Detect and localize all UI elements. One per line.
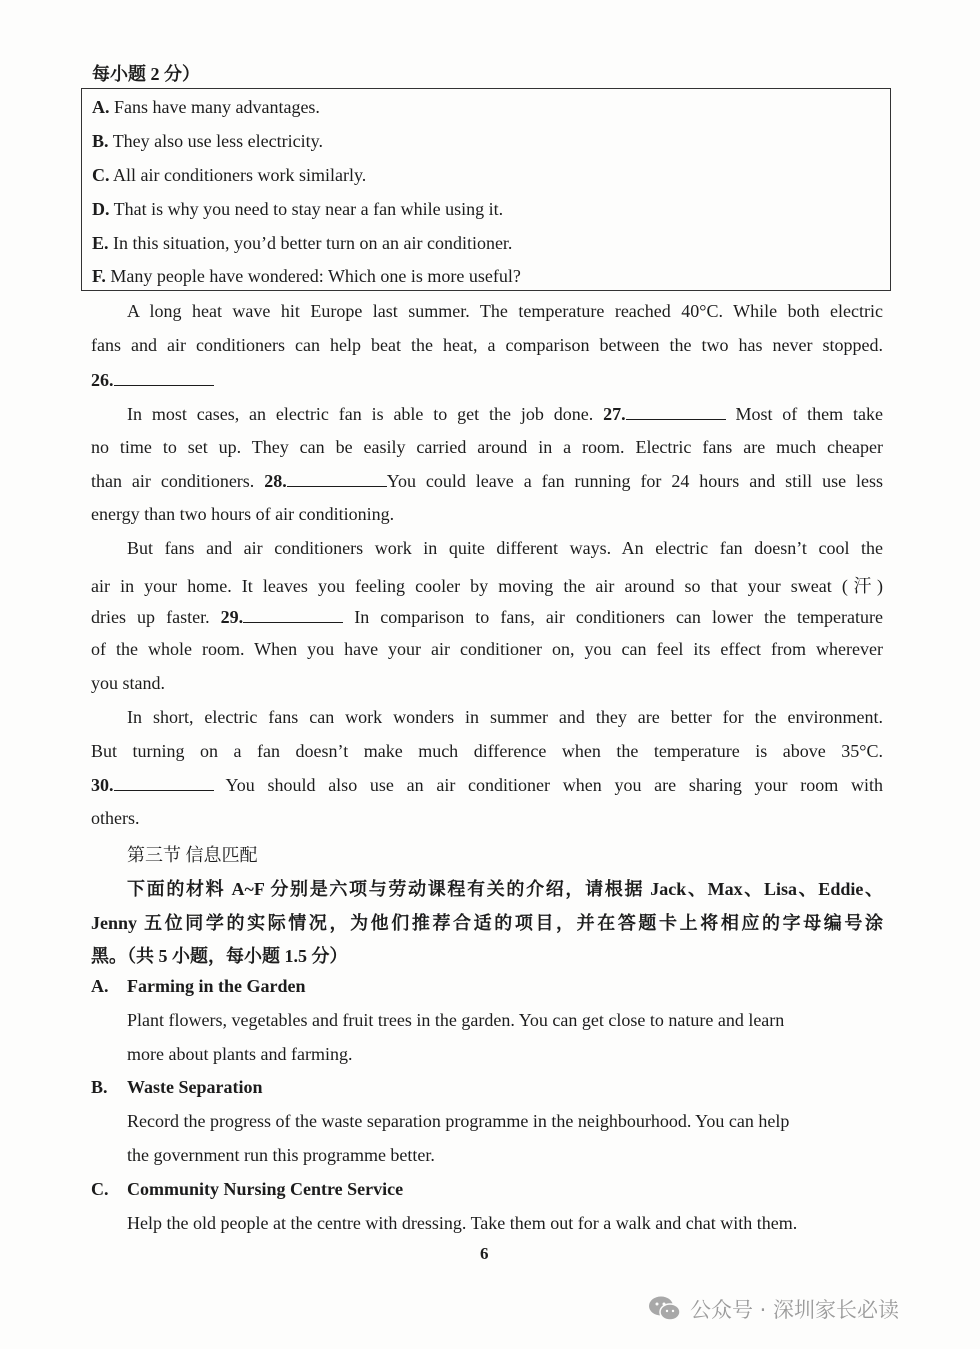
- p3-line3: dries up faster. 29. In comparison to fans, air conditioners can lower the temperature: [91, 607, 884, 627]
- page-number: 6: [480, 1244, 489, 1263]
- p3-line1: But fans and air conditioners work in quite different ways. An electric fan doesn’t cool the: [127, 538, 883, 558]
- item-a-line1: Plant flowers, vegetables and fruit trees in the garden. You can get close to nature and learn: [127, 1010, 785, 1030]
- option-c: C. All air conditioners work similarly.: [92, 165, 367, 185]
- option-b: B. They also use less electricity.: [92, 131, 323, 151]
- q29-number: 29.: [220, 607, 244, 627]
- p3-line4: of the whole room. When you have your air conditioner on, you can feel its effect from wherever: [91, 639, 883, 659]
- item-c-title: C. Community Nursing Centre Service: [91, 1179, 404, 1199]
- p2-line3: than air conditioners. 28. You could leave a fan running for 24 hours and still use less: [91, 471, 883, 491]
- p3-line5: you stand.: [91, 673, 165, 693]
- q28-blank[interactable]: [287, 470, 387, 487]
- p3-line2: air in your home. It leaves you feeling cooler by moving the air around so that your sweat (汗): [91, 576, 883, 596]
- p4-line4: others.: [91, 808, 140, 828]
- p4-line3: 30. You should also use an air conditioner when you are sharing your room with: [91, 775, 883, 795]
- watermark-text: 公众号 · 深圳家长必读: [690, 1298, 900, 1322]
- item-b-title: B. Waste Separation: [91, 1077, 263, 1097]
- p2-line2: no time to set up. They can be easily carried around in a room. Electric fans are much cheaper: [91, 437, 883, 457]
- q26-number: 26.: [91, 370, 114, 390]
- q30-number: 30.: [91, 775, 114, 795]
- option-a: A. Fans have many advantages.: [92, 97, 320, 117]
- q26-line: [91, 369, 883, 391]
- item-b-line1: Record the progress of the waste separation programme in the neighbourhood. You can help: [127, 1111, 790, 1131]
- section-header: 每小题 2 分）: [92, 64, 200, 84]
- section3-instructions-line2: Jenny 五位同学的实际情况，为他们推荐合适的项目，并在答题卡上将相应的字母编号涂: [91, 913, 883, 933]
- q26-blank[interactable]: [114, 369, 214, 386]
- p4-line1: In short, electric fans can work wonders in summer and they are better for the environment.: [127, 707, 883, 727]
- item-a-title: A. Farming in the Garden: [91, 976, 306, 996]
- p1-line1: A long heat wave hit Europe last summer. The temperature reached 40°C. While both electric: [127, 301, 883, 321]
- p2-line1: In most cases, an electric fan is able to get the job done. 27. Most of them take: [127, 404, 883, 424]
- section3-title: 第三节 信息匹配: [127, 845, 258, 865]
- section3-instructions-line1: 下面的材料 A~F 分别是六项与劳动课程有关的介绍，请根据 Jack、Max、Lisa、Eddie、: [127, 879, 883, 899]
- wechat-icon: [648, 1295, 682, 1323]
- item-c-line1: Help the old people at the centre with dressing. Take them out for a walk and chat with them.: [127, 1213, 798, 1233]
- q27-number: 27.: [603, 404, 626, 424]
- item-a-line2: more about plants and farming.: [127, 1044, 353, 1064]
- item-b-line2: the government run this programme better.: [127, 1145, 435, 1165]
- q30-blank[interactable]: [114, 774, 214, 791]
- q27-blank[interactable]: [626, 403, 726, 420]
- p1-line2: fans and air conditioners can help beat the heat, a comparison between the two has never stopped.: [91, 335, 883, 355]
- p2-line4: energy than two hours of air conditioning.: [91, 504, 395, 524]
- q28-number: 28.: [264, 471, 287, 491]
- option-f: F. Many people have wondered: Which one is more useful?: [92, 266, 521, 286]
- p4-line2: But turning on a fan doesn’t make much difference when the temperature is above 35°C.: [91, 741, 883, 761]
- watermark: [648, 1294, 899, 1324]
- section3-instructions-line3: 黑。（共 5 小题，每小题 1.5 分）: [91, 946, 348, 966]
- option-e: E. In this situation, you’d better turn on an air conditioner.: [92, 233, 513, 253]
- option-d: D. That is why you need to stay near a fan while using it.: [92, 199, 504, 219]
- q29-blank[interactable]: [243, 606, 343, 623]
- options-box: [81, 88, 891, 291]
